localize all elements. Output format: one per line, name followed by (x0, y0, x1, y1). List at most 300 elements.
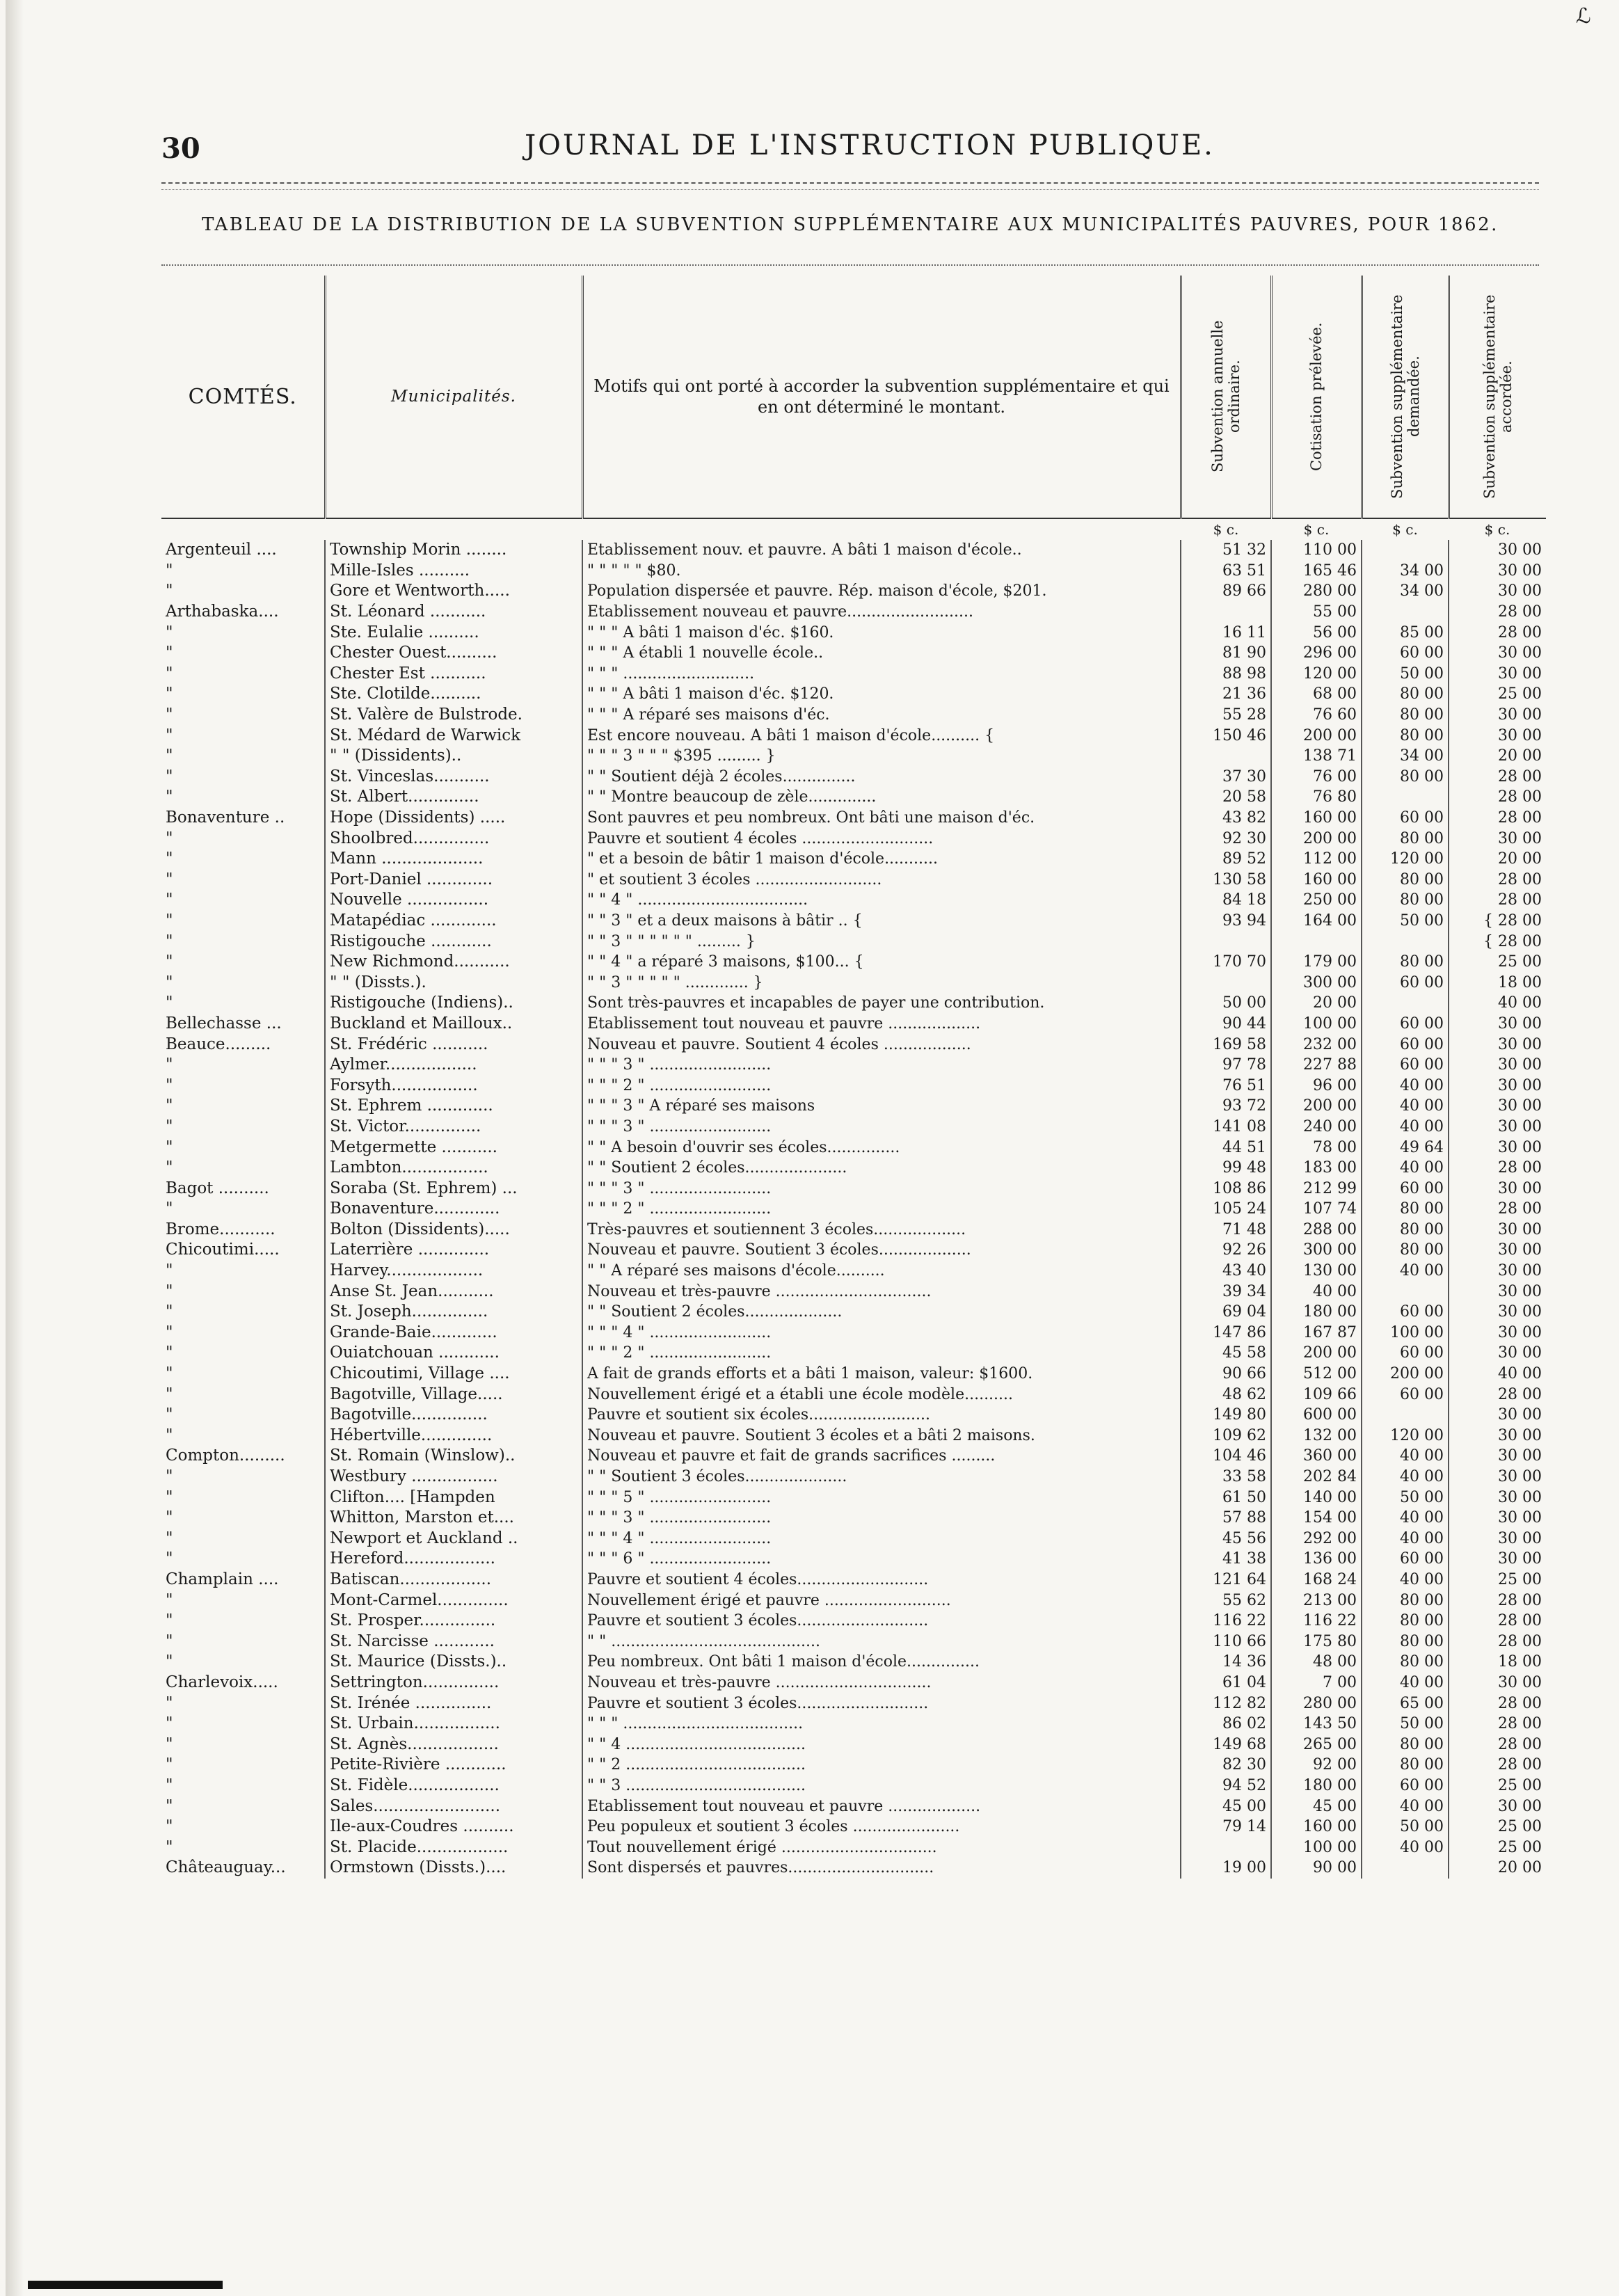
municipalite-cell: Bonaventure............. (325, 1199, 582, 1220)
comte-cell: " (161, 1714, 325, 1735)
municipalite-cell: Aylmer.................. (325, 1055, 582, 1076)
municipalite-cell: " " (Dissts.). (325, 972, 582, 993)
comte-cell: Beauce......... (161, 1034, 325, 1055)
cotisation-cell: 240 00 (1271, 1117, 1362, 1138)
subvention-accordee-cell: 28 00 (1498, 1200, 1542, 1218)
municipalite-cell: Mann .................... (325, 849, 582, 870)
table-row (161, 1199, 1546, 1220)
col-header-cotisation: Cotisation prélevée. (1271, 276, 1362, 518)
subvention-annuelle-cell: 104 46 (1181, 1446, 1271, 1467)
subvention-annuelle-cell: 51 32 (1181, 540, 1271, 561)
subvention-accordee-cell: 30 00 (1498, 1488, 1542, 1506)
subvention-annuelle-cell: 89 52 (1181, 849, 1271, 870)
motif-cell: " " " " " $80. (582, 561, 1181, 582)
subvention-demandee-cell: 60 00 (1362, 1776, 1449, 1796)
cotisation-cell: 200 00 (1271, 1343, 1362, 1364)
subvention-demandee-cell: 120 00 (1362, 1426, 1449, 1446)
comte-cell: " (161, 849, 325, 870)
subvention-demandee-cell: 50 00 (1362, 1487, 1449, 1508)
comte-cell: Châteauguay... (161, 1858, 325, 1879)
comte-cell: Charlevoix..... (161, 1673, 325, 1693)
municipalite-cell: Ste. Clotilde.......... (325, 684, 582, 705)
municipalite-cell: Chester Ouest.......... (325, 643, 582, 664)
subvention-accordee-cell: 28 00 (1498, 623, 1542, 641)
header-row (161, 276, 1546, 518)
comte-cell: " (161, 643, 325, 664)
motif-cell: Nouveau et pauvre. Soutient 3 écoles................... (582, 1240, 1181, 1261)
subvention-accordee-cell: 28 00 (1498, 1591, 1542, 1609)
subvention-accordee-cell: 30 00 (1498, 1117, 1542, 1135)
col-header-municipalites: Municipalités. (325, 276, 582, 518)
comte-cell: " (161, 1343, 325, 1364)
cotisation-cell: 164 00 (1271, 911, 1362, 932)
subvention-annuelle-cell: 48 62 (1181, 1384, 1271, 1405)
motif-cell: Pauvre et soutient 4 écoles........................... (582, 1570, 1181, 1591)
cotisation-cell: 300 00 (1271, 1240, 1362, 1261)
subvention-accordee-cell: 30 00 (1498, 1097, 1542, 1115)
municipalite-cell: Ste. Eulalie .......... (325, 622, 582, 643)
col-header-subvention-annuelle: Subvention annuelle ordinaire. (1181, 276, 1271, 518)
comte-cell: " (161, 1693, 325, 1714)
comte-cell: " (161, 1529, 325, 1549)
municipalite-cell: Nouvelle ................ (325, 890, 582, 911)
subvention-annuelle-cell: 44 51 (1181, 1137, 1271, 1158)
subvention-annuelle-cell: 82 30 (1181, 1755, 1271, 1776)
subvention-annuelle-cell: 16 11 (1181, 622, 1271, 643)
subvention-demandee-cell (1362, 540, 1449, 561)
subvention-annuelle-cell: 109 62 (1181, 1426, 1271, 1446)
comte-cell: " (161, 1364, 325, 1385)
cotisation-cell: 250 00 (1271, 890, 1362, 911)
subvention-demandee-cell: 60 00 (1362, 1343, 1449, 1364)
page-number: 30 (161, 132, 200, 165)
cotisation-cell: 76 60 (1271, 705, 1362, 726)
table-row (161, 808, 1546, 829)
subvention-accordee-cell: 30 00 (1498, 664, 1542, 683)
cotisation-cell: 300 00 (1271, 972, 1362, 993)
comte-cell: " (161, 1055, 325, 1076)
municipalite-cell: Mille-Isles .......... (325, 561, 582, 582)
subvention-annuelle-cell: 147 86 (1181, 1323, 1271, 1344)
comte-cell: " (161, 705, 325, 726)
subvention-accordee-cell: 20 00 (1498, 747, 1542, 765)
table-title: TABLEAU DE LA DISTRIBUTION DE LA SUBVENTION SUPPLÉMENTAIRE AUX MUNICIPALITÉS PAUVRES, POUR 1862. (202, 214, 1499, 235)
subvention-demandee-cell: 34 00 (1362, 746, 1449, 767)
motif-cell: " " Soutient 2 écoles..................... (582, 1158, 1181, 1179)
table-row (161, 1384, 1546, 1405)
subvention-accordee-cell: 30 00 (1498, 1303, 1542, 1321)
cotisation-cell: 296 00 (1271, 643, 1362, 664)
unit-label: $ c. (1181, 518, 1271, 540)
subvention-demandee-cell: 80 00 (1362, 890, 1449, 911)
subvention-annuelle-cell: 57 88 (1181, 1508, 1271, 1529)
motif-cell: " " " 3 " ......................... (582, 1117, 1181, 1138)
subvention-annuelle-cell: 14 36 (1181, 1652, 1271, 1673)
municipalite-cell: Soraba (St. Ephrem) ... (325, 1178, 582, 1199)
municipalite-cell: Bagotville, Village..... (325, 1384, 582, 1405)
subvention-demandee-cell: 50 00 (1362, 664, 1449, 685)
subvention-accordee-cell: 30 00 (1498, 1323, 1542, 1341)
municipalite-cell: Grande-Baie............. (325, 1323, 582, 1344)
comte-cell: " (161, 787, 325, 808)
subvention-demandee-cell: 80 00 (1362, 705, 1449, 726)
subvention-demandee-cell (1362, 1281, 1449, 1302)
cotisation-cell: 143 50 (1271, 1714, 1362, 1735)
motif-cell: " " A besoin d'ouvrir ses écoles............... (582, 1137, 1181, 1158)
subvention-demandee-cell: 40 00 (1362, 1446, 1449, 1467)
municipalite-cell: St. Narcisse ............ (325, 1631, 582, 1652)
subvention-annuelle-cell (1181, 931, 1271, 952)
subvention-accordee-cell: 28 00 (1498, 1694, 1542, 1712)
table-row (161, 705, 1546, 726)
comte-cell: " (161, 1631, 325, 1652)
header-rule-secondary (161, 189, 1539, 190)
comte-cell: " (161, 1549, 325, 1570)
motif-cell: Peu nombreux. Ont bâti 1 maison d'école............... (582, 1652, 1181, 1673)
subvention-demandee-cell: 60 00 (1362, 972, 1449, 993)
table-row (161, 1776, 1546, 1796)
subvention-accordee-cell: 30 00 (1498, 1797, 1542, 1815)
municipalite-cell: New Richmond........... (325, 952, 582, 973)
motif-cell: Etablissement nouveau et pauvre.......................... (582, 602, 1181, 623)
subvention-accordee-cell: 28 00 (1498, 788, 1542, 806)
table-row (161, 1014, 1546, 1035)
comte-cell: " (161, 1405, 325, 1426)
motif-cell: " " " 2 " ......................... (582, 1343, 1181, 1364)
subvention-demandee-cell (1362, 1858, 1449, 1879)
municipalite-cell: St. Placide.................. (325, 1837, 582, 1858)
motif-cell: " " 3 " " " " " ............. } (582, 972, 1181, 993)
subvention-accordee-cell: 20 00 (1498, 1859, 1542, 1877)
subvention-accordee-cell: 25 00 (1498, 1838, 1542, 1856)
subvention-annuelle-cell: 169 58 (1181, 1034, 1271, 1055)
comte-cell: " (161, 870, 325, 891)
motif-cell: Tout nouvellement érigé ................................ (582, 1837, 1181, 1858)
comte-cell: " (161, 1817, 325, 1837)
running-head: JOURNAL DE L'INSTRUCTION PUBLIQUE. (525, 129, 1215, 161)
cotisation-cell: 200 00 (1271, 725, 1362, 746)
motif-cell: " " " A réparé ses maisons d'éc. (582, 705, 1181, 726)
motif-cell: " " 3 ..................................... (582, 1776, 1181, 1796)
municipalite-cell: St. Ephrem ............. (325, 1096, 582, 1117)
cotisation-cell: 96 00 (1271, 1075, 1362, 1096)
cotisation-cell: 154 00 (1271, 1508, 1362, 1529)
municipalite-cell: Anse St. Jean........... (325, 1281, 582, 1302)
municipalite-cell: Hereford.................. (325, 1549, 582, 1570)
comte-cell: Bellechasse ... (161, 1014, 325, 1035)
subvention-annuelle-cell (1181, 602, 1271, 623)
subvention-accordee-cell: 30 00 (1498, 1550, 1542, 1568)
municipalite-cell: Laterrière .............. (325, 1240, 582, 1261)
cotisation-cell: 202 84 (1271, 1467, 1362, 1488)
comte-cell: " (161, 1137, 325, 1158)
subvention-annuelle-cell: 99 48 (1181, 1158, 1271, 1179)
cotisation-cell: 200 00 (1271, 828, 1362, 849)
subvention-annuelle-cell: 89 66 (1181, 581, 1271, 602)
cotisation-cell: 360 00 (1271, 1446, 1362, 1467)
comte-cell: Bonaventure .. (161, 808, 325, 829)
cotisation-cell: 100 00 (1271, 1014, 1362, 1035)
motif-cell: Sont pauvres et peu nombreux. Ont bâti une maison d'éc. (582, 808, 1181, 829)
municipalite-cell: Sales......................... (325, 1796, 582, 1817)
comte-cell: " (161, 1590, 325, 1611)
subvention-demandee-cell: 80 00 (1362, 1652, 1449, 1673)
subvention-accordee-cell: 18 00 (1498, 1653, 1542, 1671)
cotisation-cell: 132 00 (1271, 1426, 1362, 1446)
municipalite-cell: Whitton, Marston et.... (325, 1508, 582, 1529)
table-row (161, 1096, 1546, 1117)
subvention-annuelle-cell: 86 02 (1181, 1714, 1271, 1735)
municipalite-cell: Lambton................. (325, 1158, 582, 1179)
subvention-accordee-cell: 28 00 (1498, 1735, 1542, 1753)
table-row (161, 1137, 1546, 1158)
comte-cell: " (161, 622, 325, 643)
cotisation-cell: 200 00 (1271, 1096, 1362, 1117)
unit-label: $ c. (1449, 518, 1546, 540)
motif-cell: " " " A bâti 1 maison d'éc. $160. (582, 622, 1181, 643)
subvention-accordee-cell: 30 00 (1498, 1014, 1542, 1033)
cotisation-cell: 167 87 (1271, 1323, 1362, 1344)
table-row (161, 684, 1546, 705)
comte-cell: " (161, 1467, 325, 1488)
table-row (161, 767, 1546, 788)
table-row (161, 746, 1546, 767)
municipalite-cell: St. Prosper............... (325, 1611, 582, 1632)
cotisation-cell: 112 00 (1271, 849, 1362, 870)
subvention-annuelle-cell: 88 98 (1181, 664, 1271, 685)
table-row (161, 993, 1546, 1014)
motif-cell: Nouveau et très-pauvre ................................ (582, 1281, 1181, 1302)
comte-cell: " (161, 684, 325, 705)
municipalite-cell: Settrington............... (325, 1673, 582, 1693)
municipalite-cell: Ile-aux-Coudres .......... (325, 1817, 582, 1837)
cotisation-cell: 280 00 (1271, 1693, 1362, 1714)
subvention-accordee-cell: 30 00 (1498, 1056, 1542, 1074)
comte-cell: " (161, 1261, 325, 1282)
comte-cell: " (161, 1302, 325, 1323)
cotisation-cell: 140 00 (1271, 1487, 1362, 1508)
subvention-demandee-cell: 50 00 (1362, 1714, 1449, 1735)
table-row (161, 1302, 1546, 1323)
comte-cell: " (161, 952, 325, 973)
subvention-annuelle-cell: 21 36 (1181, 684, 1271, 705)
subvention-annuelle-cell: 108 86 (1181, 1178, 1271, 1199)
subvention-accordee-cell: 28 00 (1498, 1612, 1542, 1630)
subvention-demandee-cell: 50 00 (1362, 911, 1449, 932)
cotisation-cell: 180 00 (1271, 1776, 1362, 1796)
comte-cell: " (161, 890, 325, 911)
subvention-demandee-cell: 85 00 (1362, 622, 1449, 643)
cotisation-cell: 232 00 (1271, 1034, 1362, 1055)
subvention-annuelle-cell: 69 04 (1181, 1302, 1271, 1323)
table-row (161, 1261, 1546, 1282)
subvention-demandee-cell: 80 00 (1362, 725, 1449, 746)
cotisation-cell: 76 80 (1271, 787, 1362, 808)
comte-cell: Compton......... (161, 1446, 325, 1467)
table-row (161, 870, 1546, 891)
comte-cell: " (161, 1158, 325, 1179)
subvention-annuelle-cell: 81 90 (1181, 643, 1271, 664)
table-row (161, 1611, 1546, 1632)
municipalite-cell: Bolton (Dissidents)..... (325, 1220, 582, 1241)
page-gutter-shadow (6, 0, 24, 2296)
motif-cell: " " A réparé ses maisons d'école.......... (582, 1261, 1181, 1282)
subvention-annuelle-cell: 41 38 (1181, 1549, 1271, 1570)
cotisation-cell: 160 00 (1271, 1817, 1362, 1837)
subvention-annuelle-cell: 84 18 (1181, 890, 1271, 911)
table-row (161, 643, 1546, 664)
table-row (161, 1075, 1546, 1096)
cotisation-cell: 288 00 (1271, 1220, 1362, 1241)
comte-cell: " (161, 1652, 325, 1673)
municipalite-cell: Ristigouche (Indiens).. (325, 993, 582, 1014)
motif-cell: " " " ........................... (582, 664, 1181, 685)
table-row (161, 1323, 1546, 1344)
motif-cell: " " 4 " a réparé 3 maisons, $100... { (582, 952, 1181, 973)
cotisation-cell: 180 00 (1271, 1302, 1362, 1323)
motif-cell: Nouveau et très-pauvre ................................ (582, 1673, 1181, 1693)
municipalite-cell: Westbury ................. (325, 1467, 582, 1488)
subvention-demandee-cell: 80 00 (1362, 828, 1449, 849)
cotisation-cell: 76 00 (1271, 767, 1362, 788)
motif-cell: " " " 3 " ......................... (582, 1178, 1181, 1199)
subvention-demandee-cell: 80 00 (1362, 1199, 1449, 1220)
table-row (161, 1714, 1546, 1735)
cotisation-cell: 110 00 (1271, 540, 1362, 561)
table-row (161, 849, 1546, 870)
table-row (161, 1446, 1546, 1467)
motif-cell: " " " 3 " " " $395 ......... } (582, 746, 1181, 767)
subvention-accordee-cell: 40 00 (1498, 1365, 1542, 1383)
municipalite-cell: " " (Dissidents).. (325, 746, 582, 767)
subvention-annuelle-cell: 149 68 (1181, 1734, 1271, 1755)
subvention-annuelle-cell: 79 14 (1181, 1817, 1271, 1837)
table-row (161, 1734, 1546, 1755)
table-row (161, 1364, 1546, 1385)
subvention-demandee-cell: 80 00 (1362, 767, 1449, 788)
table-row (161, 1426, 1546, 1446)
subvention-accordee-cell: 30 00 (1498, 1035, 1542, 1053)
subvention-accordee-cell: 30 00 (1498, 1468, 1542, 1486)
cotisation-cell: 55 00 (1271, 602, 1362, 623)
subvention-demandee-cell: 40 00 (1362, 1837, 1449, 1858)
motif-cell: " " 2 ..................................... (582, 1755, 1181, 1776)
table-row (161, 890, 1546, 911)
subvention-demandee-cell: 60 00 (1362, 1055, 1449, 1076)
table-row (161, 1178, 1546, 1199)
table-row (161, 725, 1546, 746)
motif-cell: Est encore nouveau. A bâti 1 maison d'école.......... { (582, 725, 1181, 746)
table-row (161, 581, 1546, 602)
motif-cell: " " " 2 " ......................... (582, 1075, 1181, 1096)
comte-cell: " (161, 1199, 325, 1220)
col-header-comtes: COMTÉS. (161, 276, 325, 518)
subvention-accordee-cell: 30 00 (1498, 541, 1542, 559)
motif-cell: Population dispersée et pauvre. Rép. maison d'école, $201. (582, 581, 1181, 602)
subvention-accordee-cell: 30 00 (1498, 1262, 1542, 1280)
subvention-annuelle-cell: 170 70 (1181, 952, 1271, 973)
comte-cell: " (161, 1096, 325, 1117)
comte-cell: " (161, 1755, 325, 1776)
subvention-demandee-cell: 60 00 (1362, 808, 1449, 829)
municipalite-cell: Harvey................... (325, 1261, 582, 1282)
comte-cell: " (161, 1384, 325, 1405)
motif-cell: " " Soutient déjà 2 écoles............... (582, 767, 1181, 788)
subvention-demandee-cell: 40 00 (1362, 1467, 1449, 1488)
comte-cell: " (161, 1611, 325, 1632)
table-row (161, 911, 1546, 932)
table-row (161, 1837, 1546, 1858)
motif-cell: Sont dispersés et pauvres.............................. (582, 1858, 1181, 1879)
table-row (161, 1034, 1546, 1055)
cotisation-cell: 165 46 (1271, 561, 1362, 582)
motif-cell: " " " 3 " A réparé ses maisons (582, 1096, 1181, 1117)
motif-cell: " " " A établi 1 nouvelle école.. (582, 643, 1181, 664)
subvention-accordee-cell: 28 00 (1498, 1159, 1542, 1177)
motif-cell: " et a besoin de bâtir 1 maison d'école........... (582, 849, 1181, 870)
subvention-annuelle-cell: 92 30 (1181, 828, 1271, 849)
subvention-annuelle-cell: 110 66 (1181, 1631, 1271, 1652)
municipalite-cell: St. Léonard ........... (325, 602, 582, 623)
cotisation-cell: 90 00 (1271, 1858, 1362, 1879)
subvention-demandee-cell: 80 00 (1362, 952, 1449, 973)
table-row (161, 1281, 1546, 1302)
municipalite-cell: St. Fidèle.................. (325, 1776, 582, 1796)
cotisation-cell: 179 00 (1271, 952, 1362, 973)
comte-cell: Champlain .... (161, 1570, 325, 1591)
subvention-accordee-cell: 28 00 (1498, 603, 1542, 621)
subvention-accordee-cell: 30 00 (1498, 829, 1542, 847)
cotisation-cell: 138 71 (1271, 746, 1362, 767)
subvention-annuelle-cell: 93 94 (1181, 911, 1271, 932)
subvention-annuelle-cell: 149 80 (1181, 1405, 1271, 1426)
subvention-demandee-cell: 40 00 (1362, 1261, 1449, 1282)
motif-cell: Pauvre et soutient six écoles......................... (582, 1405, 1181, 1426)
table-row (161, 1570, 1546, 1591)
motif-cell: " " " ..................................... (582, 1714, 1181, 1735)
table-row (161, 931, 1546, 952)
cotisation-cell: 213 00 (1271, 1590, 1362, 1611)
table-row (161, 1055, 1546, 1076)
subvention-annuelle-cell: 121 64 (1181, 1570, 1271, 1591)
cotisation-cell: 48 00 (1271, 1652, 1362, 1673)
comte-cell: " (161, 561, 325, 582)
subvention-accordee-cell: 25 00 (1498, 1776, 1542, 1794)
subvention-annuelle-cell: 71 48 (1181, 1220, 1271, 1241)
subvention-accordee-cell: 30 00 (1498, 561, 1542, 580)
motif-cell: Nouvellement érigé et pauvre .......................... (582, 1590, 1181, 1611)
comte-cell: Argenteuil .... (161, 540, 325, 561)
comte-cell: Brome........... (161, 1220, 325, 1241)
subvention-demandee-cell: 60 00 (1362, 1549, 1449, 1570)
motif-cell: " " Soutient 2 écoles.................... (582, 1302, 1181, 1323)
cotisation-cell: 212 99 (1271, 1178, 1362, 1199)
motif-cell: Etablissement nouv. et pauvre. A bâti 1 maison d'école.. (582, 540, 1181, 561)
footer-bar (28, 2281, 223, 2289)
comte-cell: " (161, 1323, 325, 1344)
subvention-accordee-cell: 30 00 (1498, 1406, 1542, 1424)
subvention-demandee-cell: 80 00 (1362, 1240, 1449, 1261)
subvention-accordee-cell: 28 00 (1498, 1756, 1542, 1774)
comte-cell: " (161, 1796, 325, 1817)
motif-cell: " " " 2 " ......................... (582, 1199, 1181, 1220)
comte-cell: " (161, 767, 325, 788)
subvention-annuelle-cell: 112 82 (1181, 1693, 1271, 1714)
table-row (161, 664, 1546, 685)
cotisation-cell: 116 22 (1271, 1611, 1362, 1632)
motif-cell: " " " 3 " ......................... (582, 1055, 1181, 1076)
comte-cell: " (161, 972, 325, 993)
